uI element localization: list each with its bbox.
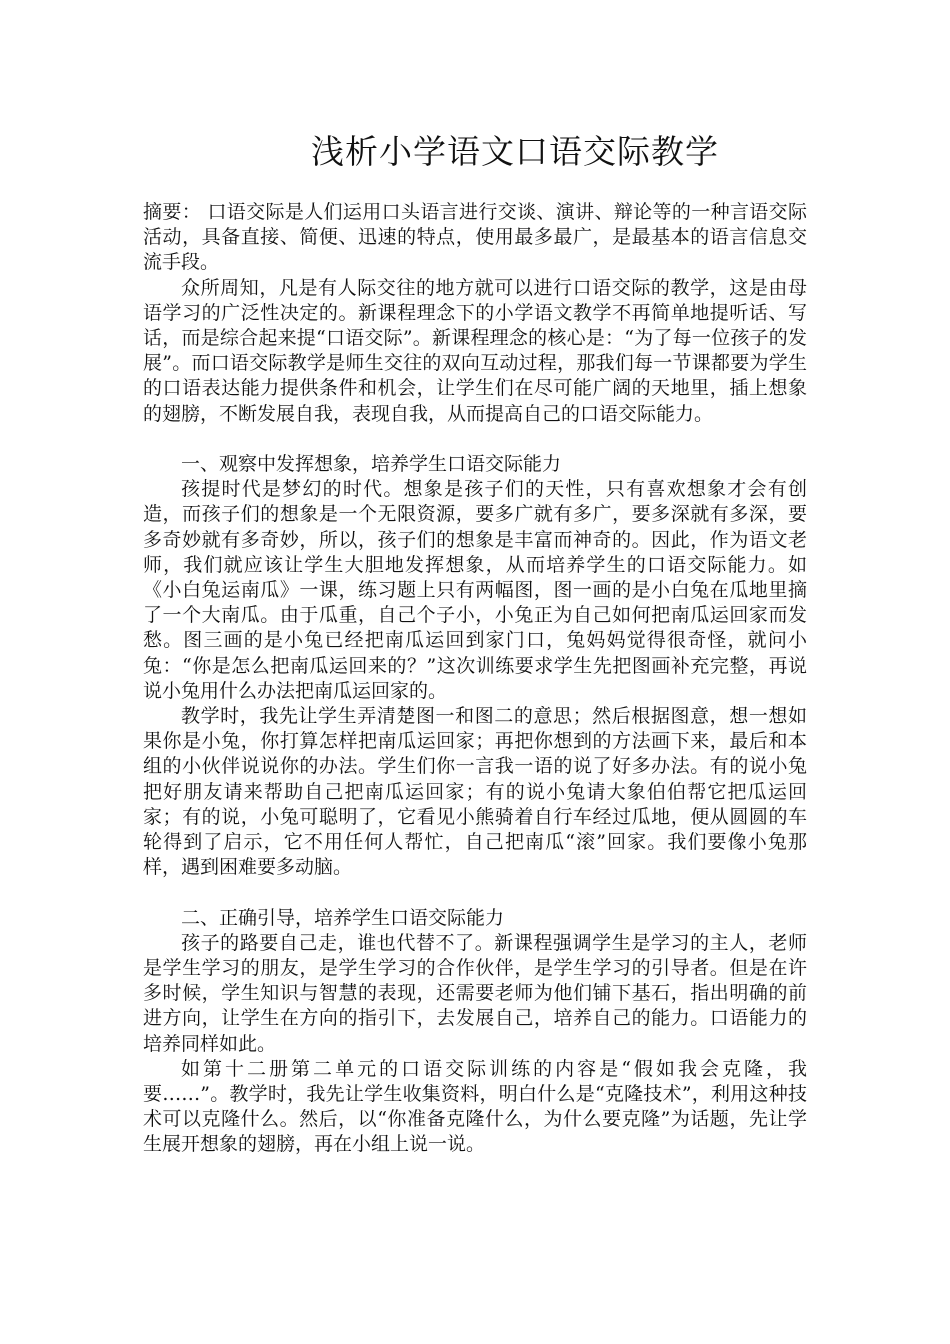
- document-page: [143, 128, 807, 1158]
- section-paragraph: 孩提时代是梦幻的时代。想象是孩子们的天性，只有喜欢想象才会有创造，而孩子们的想象是一个无限资源，要多广就有多广，要多深就有多深，要多奇妙就有多奇妙，所以，孩子们的想象是丰富而神奇的。因此，作为语文老师，我们就应该让学生大胆地发挥想象，从而培养学生的口语交际能力。如《小白兔运南瓜》一课，练习题上只有两幅图，图一画的是小白兔在瓜地里摘了一个大南瓜。由于瓜重，自己个子小，小兔正为自己如何把南瓜运回家而发愁。图三画的是小兔已经把南瓜运回到家门口，兔妈妈觉得很奇怪，就问小兔：“你是怎么把南瓜运回来的？”这次训练要求学生先把图画补充完整，再说说小兔用什么办法把南瓜运回家的。: [143, 478, 807, 702]
- section-heading: 二、正确引导，培养学生口语交际能力: [181, 906, 505, 929]
- section-paragraph: 如第十二册第二单元的口语交际训练的内容是“假如我会克隆，我要……”。教学时，我先让学生收集资料，明白什么是“克隆技术”，利用这种技术可以克隆什么。然后，以“你准备克隆什么，为什么要克隆”为话题，先让学生展开想象的翅膀，再在小组上说一说。: [143, 1057, 807, 1156]
- section-paragraph: 孩子的路要自己走，谁也代替不了。新课程强调学生是学习的主人，老师是学生学习的朋友，是学生学习的合作伙伴，是学生学习的引导者。但是在许多时候，学生知识与智慧的表现，还需要老师为他们铺下基石，指出明确的前进方向，让学生在方向的指引下，去发展自己，培养自己的能力。口语能力的培养同样如此。: [143, 931, 807, 1055]
- section-2: [143, 906, 807, 1158]
- section-paragraph: 教学时，我先让学生弄清楚图一和图二的意思；然后根据图意，想一想如果你是小兔，你打算怎样把南瓜运回家；再把你想到的方法画下来，最后和本组的小伙伴说说你的办法。学生们你一言我一语的说了好多办法。有的说小兔把好朋友请来帮助自己把南瓜运回家；有的说小兔请大象伯伯帮它把瓜运回家；有的说，小兔可聪明了，它看见小熊骑着自行车经过瓜地，便从圆圆的车轮得到了启示，它不用任何人帮忙，自己把南瓜“滚”回家。我们要像小兔那样，遇到困难要多动脑。: [143, 705, 807, 879]
- document-title: 浅析小学语文口语交际教学: [311, 132, 719, 171]
- intro-paragraph: 众所周知，凡是有人际交往的地方就可以进行口语交际的教学，这是由母语学习的广泛性决定的。新课程理念下的小学语文教学不再简单地提听话、写话，而是综合起来提“口语交际”。新课程理念的核心是：“为了每一位孩子的发展”。而口语交际教学是师生交往的双向互动过程，那我们每一节课都要为学生的口语表达能力提供条件和机会，让学生们在尽可能广阔的天地里，插上想象的翅膀，不断发展自我，表现自我，从而提高自己的口语交际能力。: [143, 276, 807, 425]
- abstract-paragraph: 摘要： 口语交际是人们运用口头语言进行交谈、演讲、辩论等的一种言语交际活动，具备直接、简便、迅速的特点，使用最多最广，是最基本的语言信息交流手段。: [143, 201, 807, 274]
- section-1: [143, 452, 807, 880]
- section-heading: 一、观察中发挥想象，培养学生口语交际能力: [181, 453, 562, 476]
